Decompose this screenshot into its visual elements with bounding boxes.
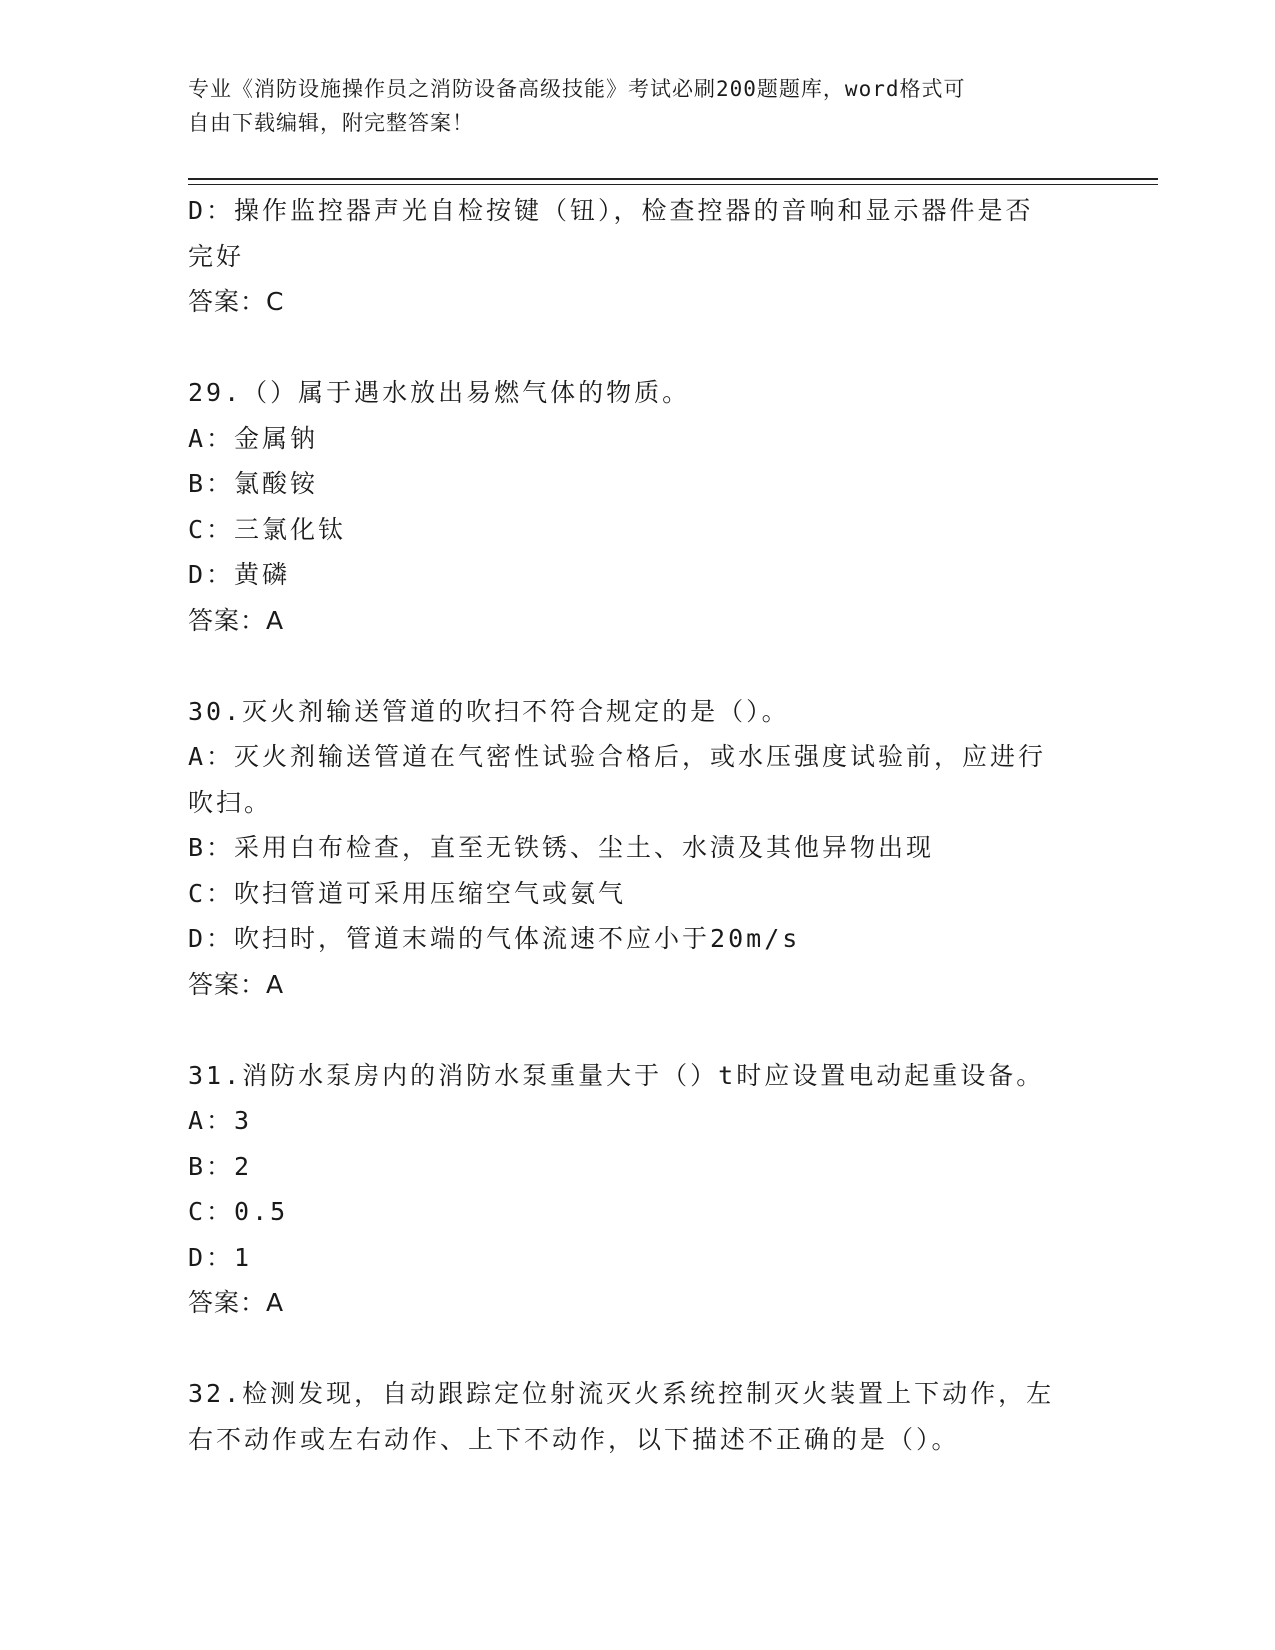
option-a: A：金属钠	[188, 423, 319, 453]
question-stem: 29.（）属于遇水放出易燃气体的物质。	[188, 378, 691, 407]
document-header	[188, 72, 1088, 140]
option-d: D：黄磷	[188, 560, 291, 589]
question-stem: 31.消防水泵房内的消防水泵重量大于（）t时应设置电动起重设备。	[188, 1060, 1045, 1090]
spacer	[188, 643, 1088, 689]
spacer	[188, 325, 1088, 371]
option-c: C：0.5	[188, 1197, 289, 1226]
option-b: B：2	[188, 1151, 253, 1181]
answer-line: 答案：A	[188, 969, 285, 999]
spacer	[188, 1007, 1088, 1053]
option-a-line-1: A：灭火剂输送管道在气密性试验合格后，或水压强度试验前，应进行	[188, 742, 1047, 771]
option-b: B：采用白布检查，直至无铁锈、尘土、水渍及其他异物出现	[188, 833, 935, 862]
question-list	[188, 188, 1088, 1462]
option-d-line-1: D：操作监控器声光自检按键（钮），检查控器的音响和显示器件是否	[188, 196, 1034, 225]
question-stem: 30.灭火剂输送管道的吹扫不符合规定的是（）。	[188, 696, 790, 726]
spacer	[188, 1326, 1088, 1372]
question-31	[188, 1053, 1088, 1326]
answer-line: 答案：A	[188, 605, 285, 635]
option-d: D：1	[188, 1242, 253, 1272]
option-d: D：吹扫时，管道末端的气体流速不应小于20m/s	[188, 924, 801, 953]
option-c: C：吹扫管道可采用压缩空气或氨气	[188, 878, 627, 908]
question-30	[188, 689, 1088, 1008]
answer-line: 答案：C	[188, 287, 285, 316]
question-29	[188, 370, 1088, 643]
option-c: C：三氯化钛	[188, 514, 347, 544]
option-a: A：3	[188, 1106, 253, 1135]
question-28-tail	[188, 188, 1088, 325]
question-stem-line-1: 32.检测发现，自动跟踪定位射流灭火系统控制灭火装置上下动作，左	[188, 1379, 1055, 1408]
question-stem-line-2: 右不动作或左右动作、上下不动作，以下描述不正确的是（）。	[188, 1424, 960, 1454]
header-divider-thin	[188, 184, 1158, 185]
option-d-line-2: 完好	[188, 241, 245, 271]
answer-line: 答案：A	[188, 1288, 285, 1317]
header-divider-thick	[188, 178, 1158, 180]
option-a-line-2: 吹扫。	[188, 787, 273, 817]
option-b: B：氯酸铵	[188, 469, 319, 498]
header-line-1: 专业《消防设施操作员之消防设备高级技能》考试必刷200题题库，word格式可	[188, 77, 966, 101]
header-line-2: 自由下载编辑，附完整答案！	[188, 111, 474, 135]
question-32	[188, 1371, 1088, 1462]
